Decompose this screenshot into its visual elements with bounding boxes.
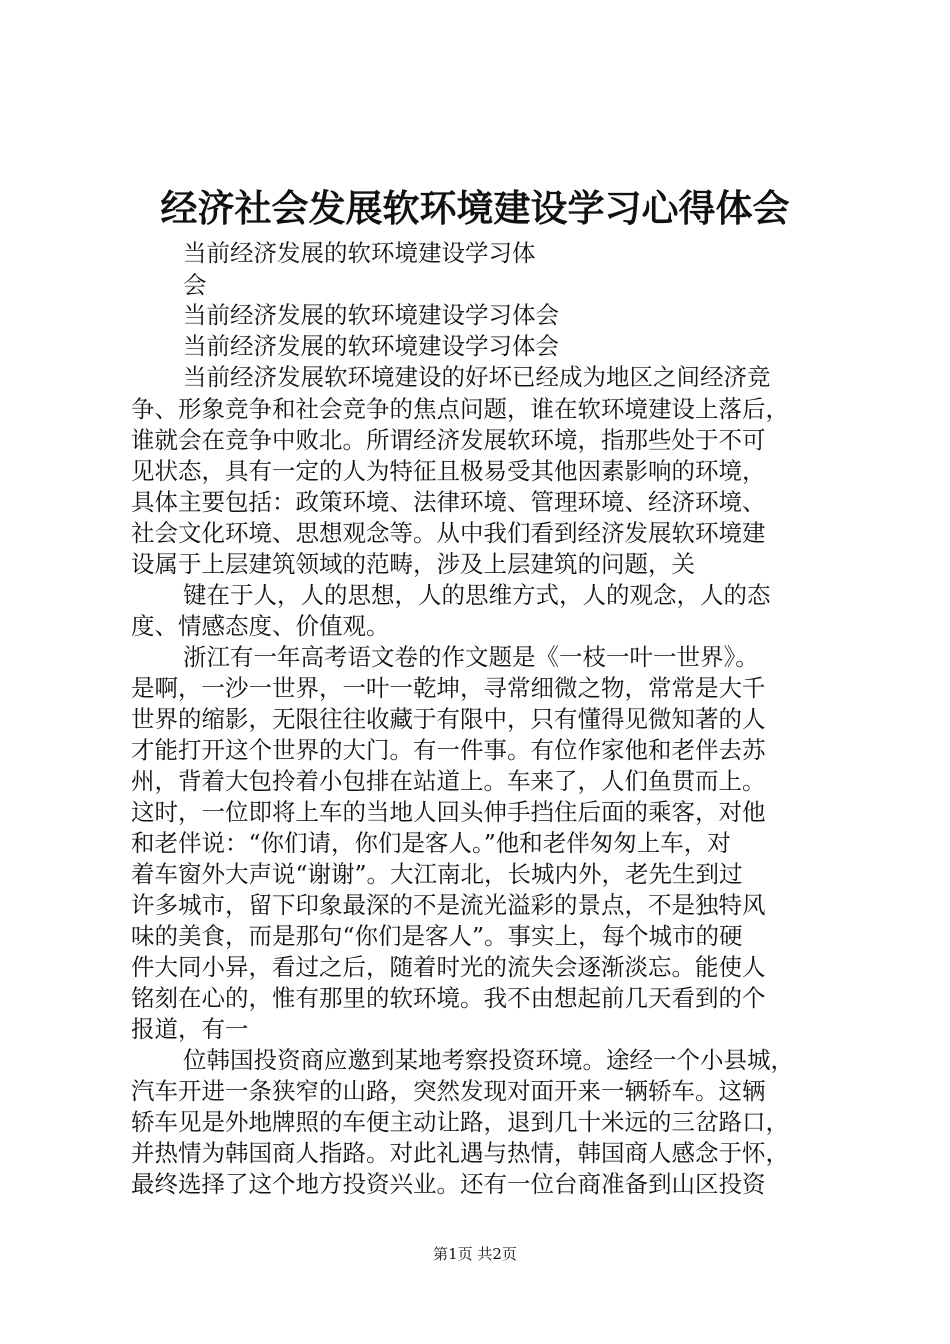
body-line: 当前经济发展软环境建设的好坏已经成为地区之间经济竞 (183, 363, 771, 391)
body-line: 报道，有一 (131, 1015, 249, 1043)
body-line: 轿车见是外地牌照的车便主动让路，退到几十米远的三岔路口， (131, 1108, 789, 1136)
body-line: 争、形象竞争和社会竞争的焦点问题，谁在软环境建设上落后， (131, 395, 789, 423)
body-line: 社会文化环境、思想观念等。从中我们看到经济发展软环境建 (131, 519, 766, 547)
body-line: 浙江有一年高考语文卷的作文题是《一枝一叶一世界》。 (183, 643, 759, 671)
body-line: 州，背着大包拎着小包排在站道上。车来了，人们鱼贯而上。 (131, 767, 766, 795)
subtitle-line: 会 (183, 271, 207, 299)
body-line: 和老伴说：“你们请，你们是客人。”他和老伴匆匆上车，对 (131, 829, 731, 857)
body-line: 位韩国投资商应邀到某地考察投资环境。途经一个小县城， (183, 1046, 794, 1074)
body-line: 并热情为韩国商人指路。对此礼遇与热情，韩国商人感念于怀， (131, 1139, 789, 1167)
body-line: 设属于上层建筑领域的范畴，涉及上层建筑的问题，关 (131, 550, 695, 578)
subtitle-line: 当前经济发展的软环境建设学习体会 (183, 301, 559, 329)
body-line: 这时，一位即将上车的当地人回头伸手挡住后面的乘客，对他 (131, 798, 766, 826)
body-line: 许多城市，留下印象最深的不是流光溢彩的景点，不是独特风 (131, 891, 766, 919)
body-line: 度、情感态度、价值观。 (131, 612, 390, 640)
subtitle-line: 当前经济发展的软环境建设学习体 (183, 239, 536, 267)
body-line: 最终选择了这个地方投资兴业。还有一位台商准备到山区投资 (131, 1170, 766, 1198)
document-title: 经济社会发展软环境建设学习心得体会 (160, 186, 790, 230)
body-line: 件大同小异，看过之后，随着时光的流失会逐渐淡忘。能使人 (131, 953, 766, 981)
body-line: 键在于人，人的思想，人的思维方式，人的观念，人的态 (183, 581, 771, 609)
body-line: 才能打开这个世界的大门。有一件事。有位作家他和老伴去苏 (131, 736, 766, 764)
body-line: 着车窗外大声说“谢谢”。大江南北，长城内外，老先生到过 (131, 860, 743, 888)
page-footer: 第1页 共2页 (433, 1245, 517, 1263)
body-line: 汽车开进一条狭窄的山路，突然发现对面开来一辆轿车。这辆 (131, 1077, 766, 1105)
body-line: 是啊，一沙一世界，一叶一乾坤，寻常细微之物，常常是大千 (131, 674, 766, 702)
body-line: 具体主要包括：政策环境、法律环境、管理环境、经济环境、 (131, 488, 766, 516)
subtitle-line: 当前经济发展的软环境建设学习体会 (183, 332, 559, 360)
body-line: 味的美食，而是那句“你们是客人”。事实上，每个城市的硬 (131, 922, 743, 950)
body-line: 铭刻在心的，惟有那里的软环境。我不由想起前几天看到的个 (131, 984, 766, 1012)
body-line: 世界的缩影，无限往往收藏于有限中，只有懂得见微知著的人 (131, 705, 766, 733)
body-line: 谁就会在竞争中败北。所谓经济发展软环境，指那些处于不可 (131, 426, 766, 454)
body-line: 见状态，具有一定的人为特征且极易受其他因素影响的环境， (131, 457, 766, 485)
